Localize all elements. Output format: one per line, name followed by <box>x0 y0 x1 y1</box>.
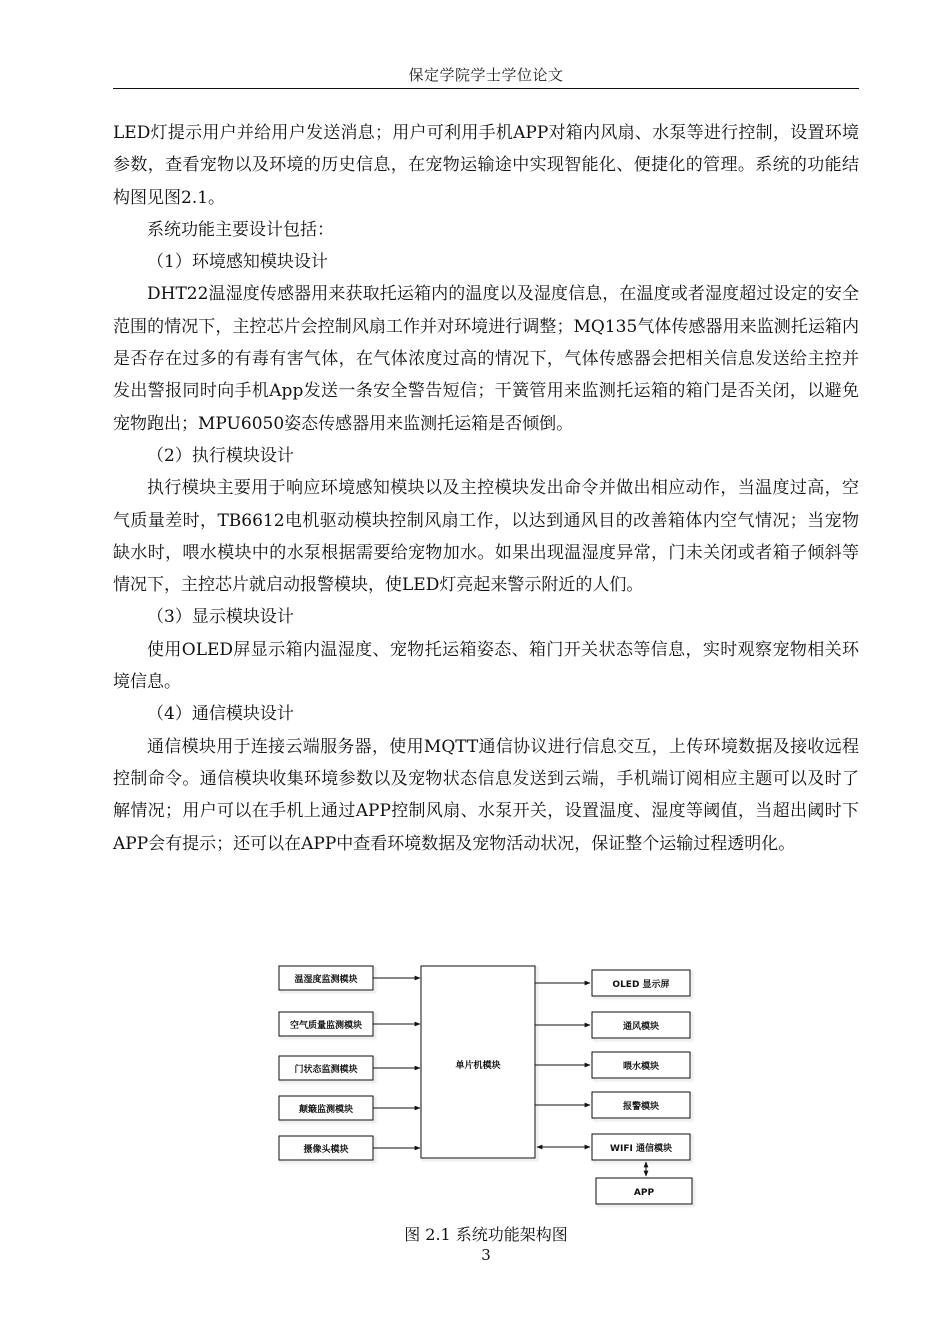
input-node-label: 温湿度监测模块 <box>294 975 358 985</box>
output-node <box>592 1052 690 1078</box>
app-node <box>596 1178 692 1204</box>
system-architecture-diagram <box>270 962 700 1212</box>
output-node-label: WIFI 通信模块 <box>610 1144 672 1154</box>
input-node <box>279 1136 373 1160</box>
paragraph: 系统功能主要设计包括： <box>147 219 334 240</box>
input-node-label: 门状态监测模块 <box>294 1065 358 1075</box>
paragraph: 执行模块主要用于响应环境感知模块以及主控模块发出命令并做出相应动作，当温度过高，空气质量差时，TB6612电机驱动模块控制风扇工作，以达到通风目的改善箱体内空气情况；当宠物缺水时，喂水模块中的水泵根据需要给宠物加水。如果出现温湿度异常，门未关闭或者箱子倾斜等情况下，主控芯片就启动报警模块，使LED灯亮起来警示附近的人们。 <box>113 478 859 596</box>
output-node-label: 报警模块 <box>622 1102 660 1112</box>
app-node-label: APP <box>633 1188 655 1198</box>
output-node <box>592 970 690 996</box>
output-node-label: OLED 显示屏 <box>612 980 670 990</box>
output-node <box>592 1012 690 1038</box>
paragraph: DHT22温湿度传感器用来获取托运箱内的温度以及湿度信息，在温度或者湿度超过设定的安全范围的情况下，主控芯片会控制风扇工作并对环境进行调整；MQ135气体传感器用来监测托运箱内是否存在过多的有毒有害气体，在气体浓度过高的情况下，气体传感器会把相关信息发送给主控并发出警报同时向手机App发送一条安全警告短信；干簧管用来监测托运箱的箱门是否关闭，以避免宠物跑出；MPU6050姿态传感器用来监测托运箱是否倾倒。 <box>113 284 859 434</box>
section-heading: （4）通信模块设计 <box>147 704 294 725</box>
center-node-label: 单片机模块 <box>455 1061 501 1071</box>
paragraph: 通信模块用于连接云端服务器，使用MQTT通信协议进行信息交互，上传环境数据及接收远程控制命令。通信模块收集环境参数以及宠物状态信息发送到云端，手机端订阅相应主题可以及时了解情况；用户可以在手机上通过APP控制风扇、水泵开关，设置温度、湿度等阈值，当超出阈时下APP会有提示；还可以在APP中查看环境数据及宠物活动状况，保证整个运输过程透明化。 <box>113 736 859 854</box>
paragraph: 使用OLED屏显示箱内温湿度、宠物托运箱姿态、箱门开关状态等信息，实时观察宠物相关环境信息。 <box>113 639 859 693</box>
input-node <box>279 1012 373 1036</box>
body-text <box>113 117 859 860</box>
input-node-label: 颠簸监测模块 <box>298 1105 354 1115</box>
page-number: 3 <box>481 1246 491 1264</box>
input-node <box>279 1096 373 1120</box>
input-node <box>279 966 373 990</box>
running-header: 保定学院学士学位论文 <box>408 66 564 84</box>
header-rule <box>113 88 859 89</box>
output-node <box>592 1092 690 1118</box>
figure-caption: 图 2.1 系统功能架构图 <box>404 1225 568 1244</box>
output-node-label: 喂水模块 <box>622 1062 660 1072</box>
section-heading: （3）显示模块设计 <box>147 607 294 628</box>
input-node-label: 空气质量监测模块 <box>289 1021 363 1031</box>
section-heading: （2）执行模块设计 <box>147 445 294 466</box>
output-node-label: 通风模块 <box>622 1022 660 1032</box>
center-node <box>421 966 535 1158</box>
input-node-label: 摄像头模块 <box>303 1145 349 1155</box>
paragraph: LED灯提示用户并给用户发送消息；用户可利用手机APP对箱内风扇、水泵等进行控制，设置环境参数，查看宠物以及环境的历史信息，在宠物运输途中实现智能化、便捷化的管理。系统的功能结构图见图2.1。 <box>113 123 859 208</box>
section-heading: （1）环境感知模块设计 <box>147 252 328 273</box>
input-node <box>279 1056 373 1080</box>
output-node <box>592 1134 690 1160</box>
